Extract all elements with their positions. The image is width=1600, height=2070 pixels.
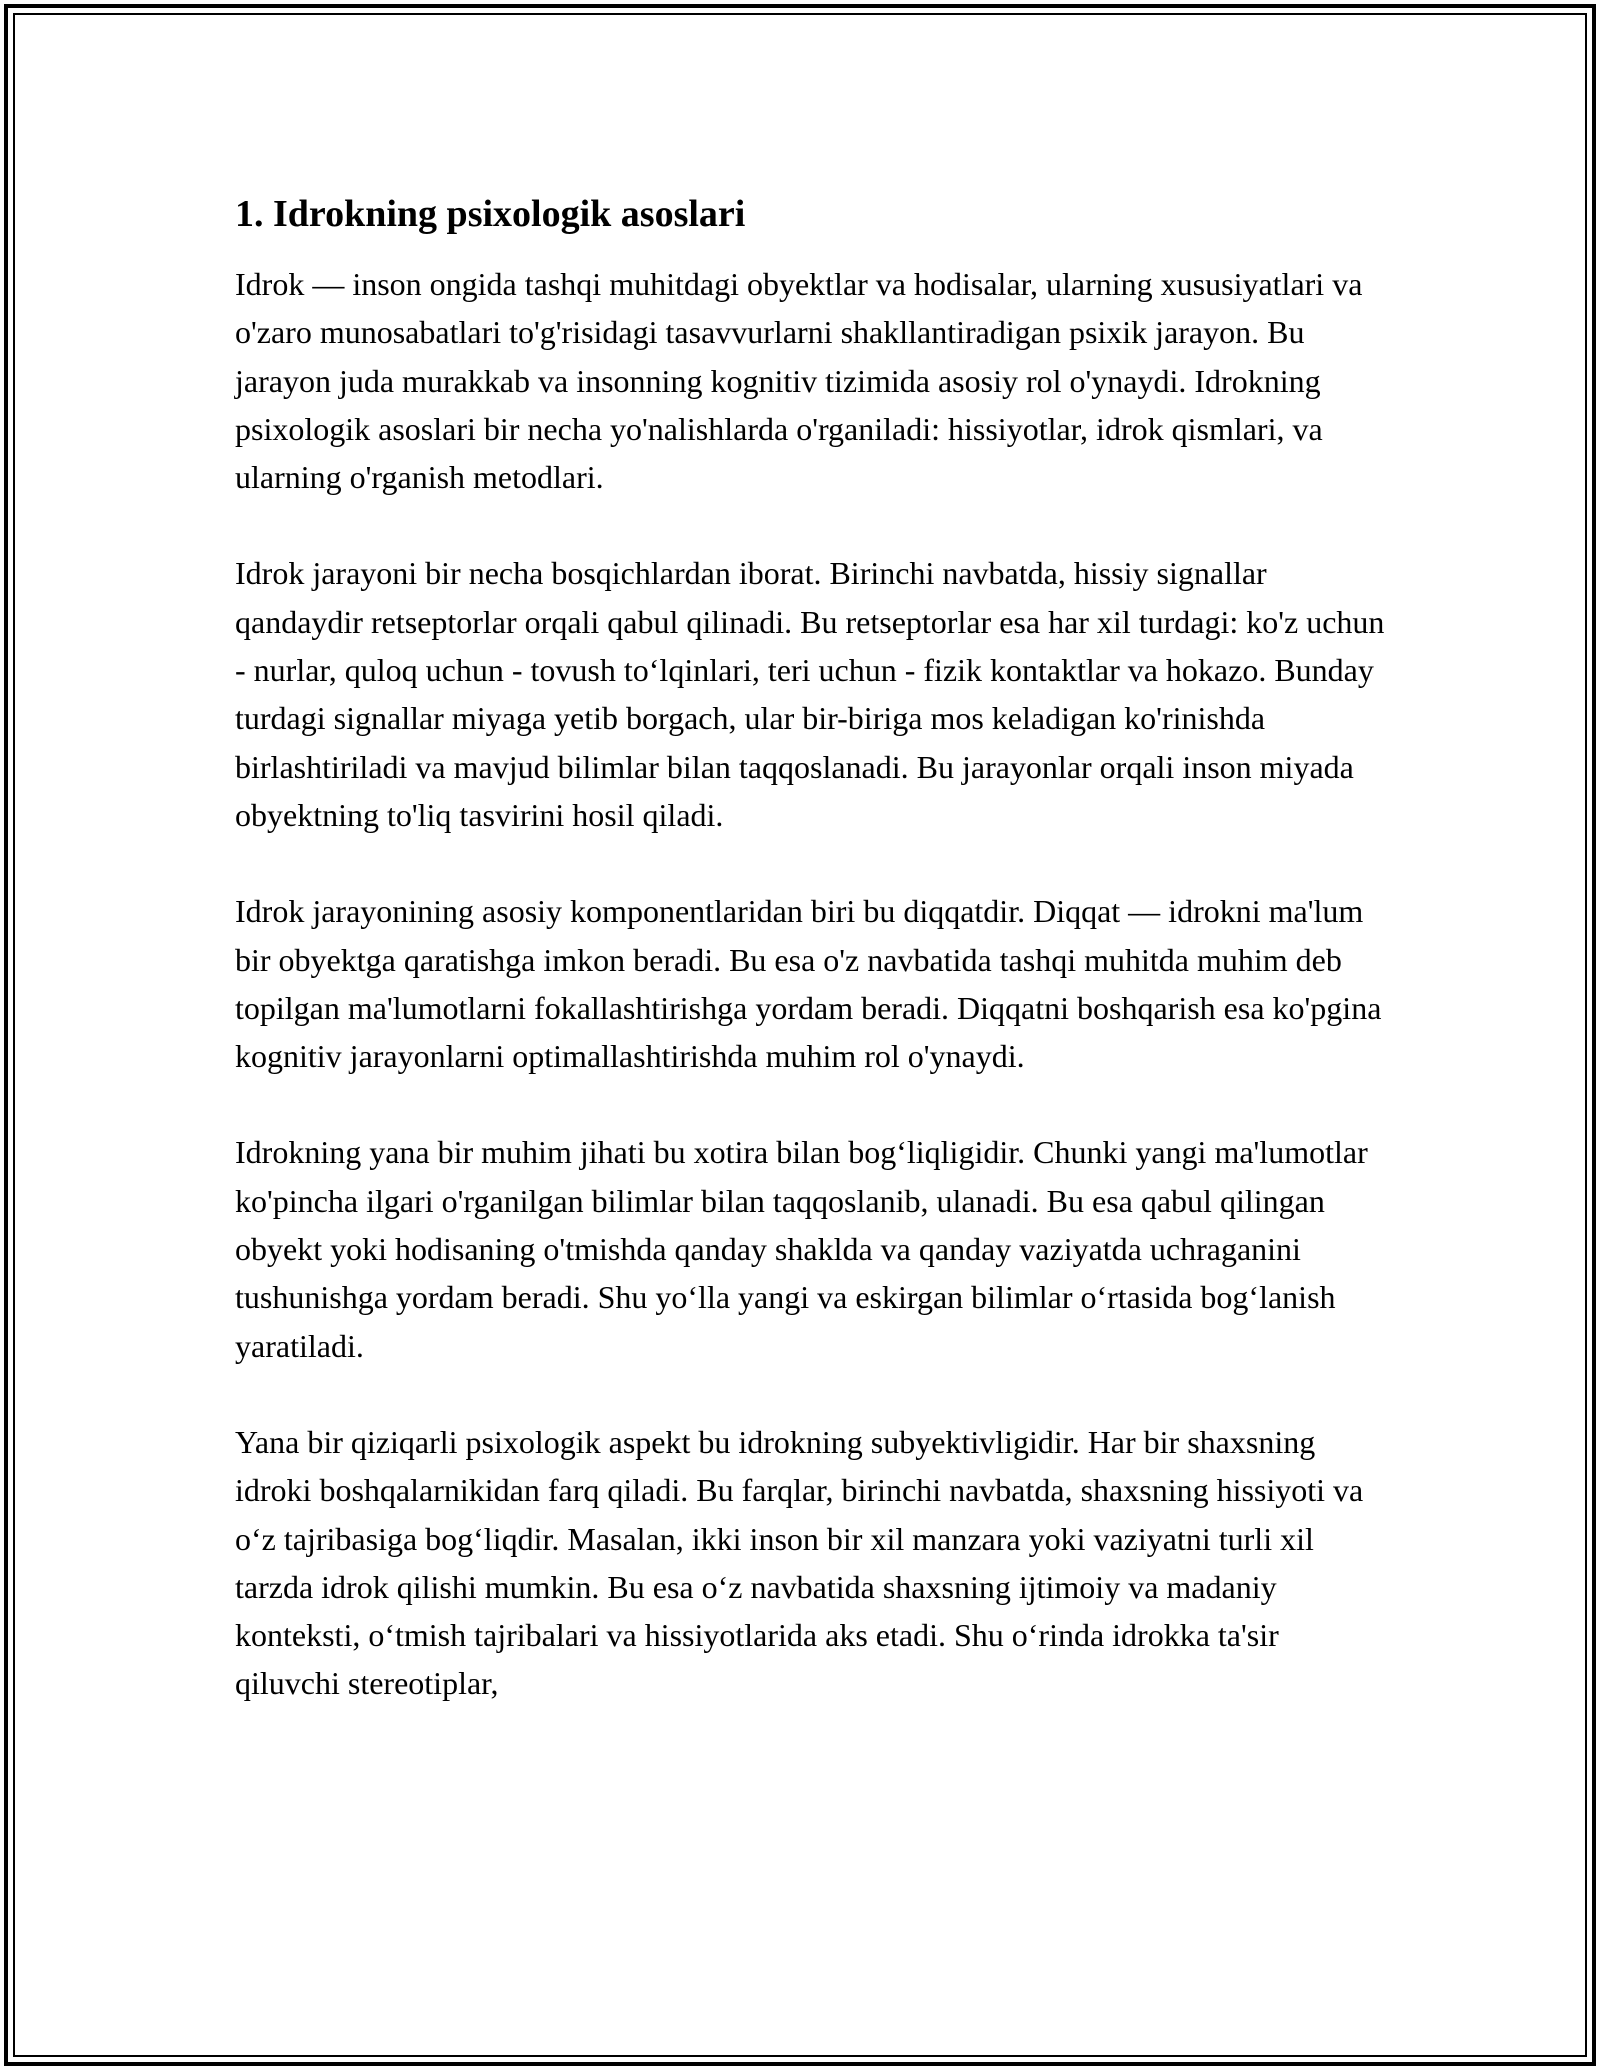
- paragraph-stages: Idrok jarayoni bir necha bosqichlardan iborat. Birinchi navbatda, hissiy signallar qandaydir retseptorlar orqali qabul qilinadi. Bu retseptorlar esa har xil turdagi: ko'z uchun - nurlar, quloq uchun - tovush toʻlqinlari, teri uchun - fizik kontaktlar va hokazo. Bunday turdagi signallar miyaga yetib borgach, ular bir-biriga mos keladigan ko'rinishda birlashtiriladi va mavjud bilimlar bilan taqqoslanadi. Bu jarayonlar orqali inson miyada obyektning to'liq tasvirini hosil qiladi.: [235, 555, 1385, 833]
- paragraph-definition: Idrok — inson ongida tashqi muhitdagi obyektlar va hodisalar, ularning xususiyatlari va o'zaro munosabatlari to'g'risidagi tasavvurlarni shakllantiradigan psixik jarayon. Bu jarayon juda murakkab va insonning kognitiv tizimida asosiy rol o'ynaydi. Idrokning psixologik asoslari bir necha yo'nalishlarda o'rganiladi: hissiyotlar, idrok qismlari, va ularning o'rganish metodlari.: [235, 266, 1363, 496]
- section-heading: 1. Idrokning psixologik asoslari: [235, 193, 746, 235]
- document-body: [235, 185, 1385, 1756]
- paragraph-attention: Idrok jarayonining asosiy komponentlaridan biri bu diqqatdir. Diqqat — idrokni ma'lum bir obyektga qaratishga imkon beradi. Bu esa o'z navbatida tashqi muhitda muhim deb topilgan ma'lumotlarni fokallashtirishga yordam beradi. Diqqatni boshqarish esa ko'pgina kognitiv jarayonlarni optimallashtirishda muhim rol o'ynaydi.: [235, 893, 1382, 1075]
- paragraph-memory: Idrokning yana bir muhim jihati bu xotira bilan bogʻliqligidir. Chunki yangi ma'lumotlar ko'pincha ilgari o'rganilgan bilimlar bilan taqqoslanib, ulanadi. Bu esa qabul qilingan obyekt yoki hodisaning o'tmishda qanday shaklda va qanday vaziyatda uchraganini tushunishga yordam beradi. Shu yoʻlla yangi va eskirgan bilimlar oʻrtasida bogʻlanish yaratiladi.: [235, 1134, 1368, 1364]
- paragraph-subjectivity: Yana bir qiziqarli psixologik aspekt bu idrokning subyektivligidir. Har bir shaxsning idroki boshqalarnikidan farq qiladi. Bu farqlar, birinchi navbatda, shaxsning hissiyoti va oʻz tajribasiga bogʻliqdir. Masalan, ikki inson bir xil manzara yoki vaziyatni turli xil tarzda idrok qilishi mumkin. Bu esa oʻz navbatida shaxsning ijtimoiy va madaniy konteksti, oʻtmish tajribalari va hissiyotlarida aks etadi. Shu oʻrinda idrokka ta'sir qiluvchi stereotiplar,: [235, 1423, 1364, 1702]
